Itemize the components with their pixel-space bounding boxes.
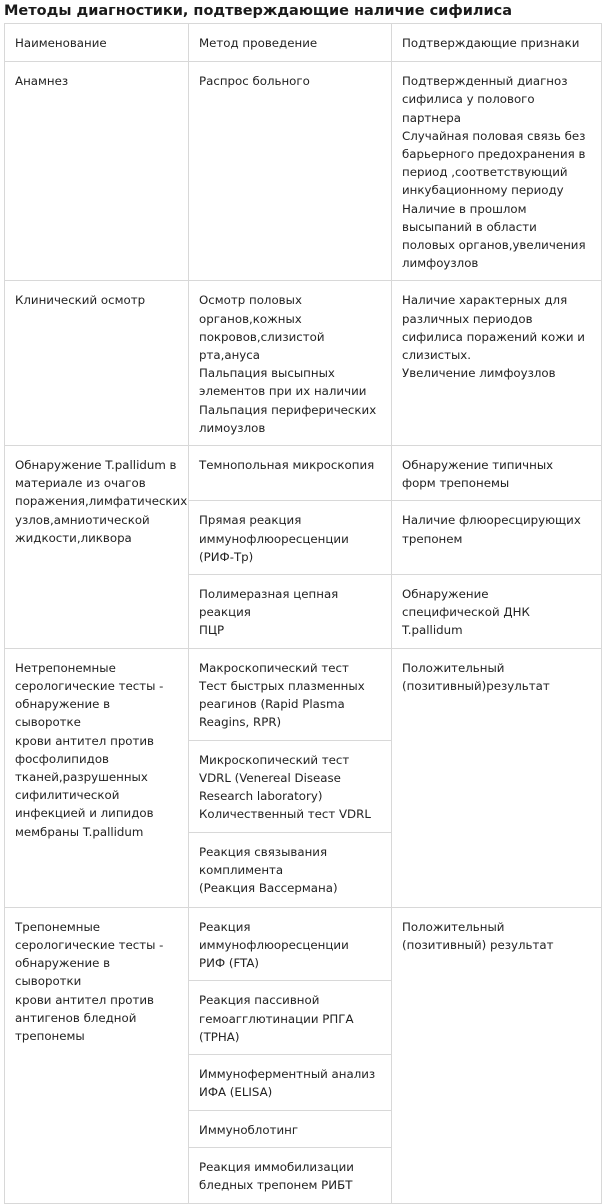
table-row: [5, 648, 602, 740]
cell-line: трепонемы: [15, 1028, 85, 1043]
cell-method: [189, 832, 392, 907]
cell-line: (РИФ-Тр): [199, 549, 254, 564]
cell-line: серологические тесты -: [15, 678, 164, 693]
cell-line: крови антител против: [15, 992, 155, 1007]
cell-line: Reagins, RPR): [199, 715, 282, 730]
cell-line: Реакция пассивной: [199, 993, 320, 1008]
cell-line: Обнаружение: [402, 587, 489, 602]
table-row: [5, 281, 602, 446]
cell-signs: [392, 907, 602, 1203]
page-title: Методы диагностики, подтверждающие наличие сифилиса: [4, 3, 513, 19]
cell-signs: [392, 446, 602, 501]
cell-line: органов,кожных: [199, 311, 302, 326]
cell-line: Пальпация высыпных: [199, 366, 335, 381]
cell-name: [5, 648, 189, 907]
cell-line: Макроскопический тест: [199, 660, 349, 675]
cell-line: фосфолипидов: [15, 751, 110, 766]
cell-method: [189, 1054, 392, 1110]
cell-line: Реакция: [199, 919, 251, 934]
cell-line: Реакция связывания: [199, 844, 328, 859]
cell-line: Обнаружение типичных: [402, 458, 554, 473]
cell-line: Наличие в прошлом: [402, 201, 527, 216]
cell-line: антигенов бледной: [15, 1010, 137, 1025]
cell-name: [5, 62, 189, 281]
header-method: Метод проведение: [189, 24, 392, 62]
cell-method: [189, 740, 392, 832]
table-row: [5, 446, 602, 501]
cell-line: Трепонемные: [15, 919, 101, 934]
cell-line: Осмотр половых: [199, 293, 302, 308]
cell-line: реакция: [199, 605, 251, 620]
cell-line: трепонем: [402, 531, 463, 546]
cell-method: [189, 1148, 392, 1203]
cell-line: Увеличение лимфоузлов: [402, 366, 556, 381]
cell-line: (позитивный)результат: [402, 678, 550, 693]
diagnostics-table: [4, 23, 602, 1204]
cell-line: гемоагглютинации РПГА: [199, 1011, 354, 1026]
cell-line: Иммуноблотинг: [199, 1122, 299, 1137]
cell-line: тканей,разрушенных: [15, 769, 148, 784]
cell-line: материале из очагов: [15, 476, 146, 491]
cell-line: комплимента: [199, 862, 284, 877]
cell-line: рта,ануса: [199, 348, 260, 363]
cell-line: высыпаний в области: [402, 219, 537, 234]
cell-signs: [392, 62, 602, 281]
cell-method: [189, 648, 392, 740]
cell-signs: [392, 501, 602, 575]
cell-line: форм трепонемы: [402, 476, 510, 491]
cell-line: Полимеразная цепная: [199, 587, 339, 602]
cell-signs: [392, 575, 602, 649]
cell-line: Наличие флюоресцирующих: [402, 513, 581, 528]
cell-method: [189, 62, 392, 281]
cell-signs: [392, 648, 602, 907]
cell-line: инфекцией и липидов: [15, 806, 154, 821]
cell-line: Микроскопический тест: [199, 752, 350, 767]
cell-line: жидкости,ликвора: [15, 530, 132, 545]
cell-line: мембраны T.pallidum: [15, 824, 144, 839]
cell-line: период ,соответствующий: [402, 165, 568, 180]
cell-signs: [392, 281, 602, 446]
cell-line: ПЦР: [199, 623, 225, 638]
cell-line: Подтвержденный диагноз: [402, 74, 568, 89]
cell-line: элементов при их наличии: [199, 384, 367, 399]
cell-line: Клинический осмотр: [15, 293, 146, 308]
cell-line: обнаружение в сыворотке: [15, 697, 111, 730]
cell-line: Нетрепонемные: [15, 660, 116, 675]
cell-line: Темнопольная микроскопия: [199, 458, 375, 473]
cell-line: узлов,амниотической: [15, 512, 150, 527]
cell-line: Обнаружение T.pallidum в: [15, 458, 177, 473]
cell-name: [5, 907, 189, 1203]
cell-line: Тест быстрых плазменных: [199, 678, 365, 693]
cell-line: Иммуноферментный анализ: [199, 1066, 376, 1081]
cell-line: Положительный: [402, 660, 505, 675]
cell-method: [189, 281, 392, 446]
cell-line: сифилиса у полового: [402, 92, 535, 107]
cell-line: (Реакция Вассермана): [199, 881, 338, 896]
cell-line: сифилиса поражений кожи и: [402, 329, 585, 344]
cell-method: [189, 1110, 392, 1147]
cell-method: [189, 501, 392, 575]
cell-line: иммунофлюоресценции: [199, 937, 349, 952]
cell-line: серологические тесты -: [15, 937, 164, 952]
cell-line: специфической ДНК: [402, 605, 530, 620]
cell-line: поражения,лимфатических: [15, 494, 188, 509]
cell-line: различных периодов: [402, 311, 533, 326]
cell-method: [189, 981, 392, 1055]
cell-method: [189, 907, 392, 981]
cell-line: ИФА (ELISA): [199, 1085, 273, 1100]
cell-line: VDRL (Venereal Disease: [199, 770, 341, 785]
cell-line: Распрос больного: [199, 74, 310, 89]
cell-line: партнера: [402, 110, 461, 125]
cell-line: барьерного предохранения в: [402, 147, 586, 162]
cell-line: половых органов,увеличения: [402, 238, 586, 253]
cell-line: Положительный: [402, 919, 505, 934]
cell-line: покровов,слизистой: [199, 329, 325, 344]
cell-line: лимфоузлов: [402, 256, 479, 271]
cell-line: бледных трепонем РИБТ: [199, 1178, 353, 1193]
cell-line: (позитивный) результат: [402, 937, 554, 952]
cell-line: РИФ (FTA): [199, 956, 259, 971]
cell-line: инкубационному периоду: [402, 183, 564, 198]
table-row: [5, 62, 602, 281]
cell-method: [189, 446, 392, 501]
cell-line: лимоузлов: [199, 420, 266, 435]
cell-name: [5, 281, 189, 446]
cell-line: крови антител против: [15, 733, 155, 748]
cell-line: Research laboratory): [199, 789, 323, 804]
cell-line: иммунофлюоресценции: [199, 531, 349, 546]
table-header-row: [5, 24, 602, 62]
cell-line: Случайная половая связь без: [402, 128, 586, 143]
cell-line: T.pallidum: [402, 623, 463, 638]
cell-line: реагинов (Rapid Plasma: [199, 697, 345, 712]
cell-line: сифилитической: [15, 788, 120, 803]
header-signs: Подтверждающие признаки: [392, 24, 602, 62]
cell-line: Наличие характерных для: [402, 293, 568, 308]
cell-line: Анамнез: [15, 74, 69, 89]
cell-line: Реакция иммобилизации: [199, 1160, 354, 1175]
cell-line: Прямая реакция: [199, 513, 302, 528]
table-row: [5, 907, 602, 981]
cell-line: (TPHA): [199, 1029, 240, 1044]
cell-method: [189, 575, 392, 649]
cell-line: обнаружение в сыворотки: [15, 956, 111, 989]
cell-line: Пальпация периферических: [199, 402, 377, 417]
cell-line: Количественный тест VDRL: [199, 807, 371, 822]
cell-line: слизистых.: [402, 348, 472, 363]
header-name: Наименование: [5, 24, 189, 62]
cell-name: [5, 446, 189, 649]
